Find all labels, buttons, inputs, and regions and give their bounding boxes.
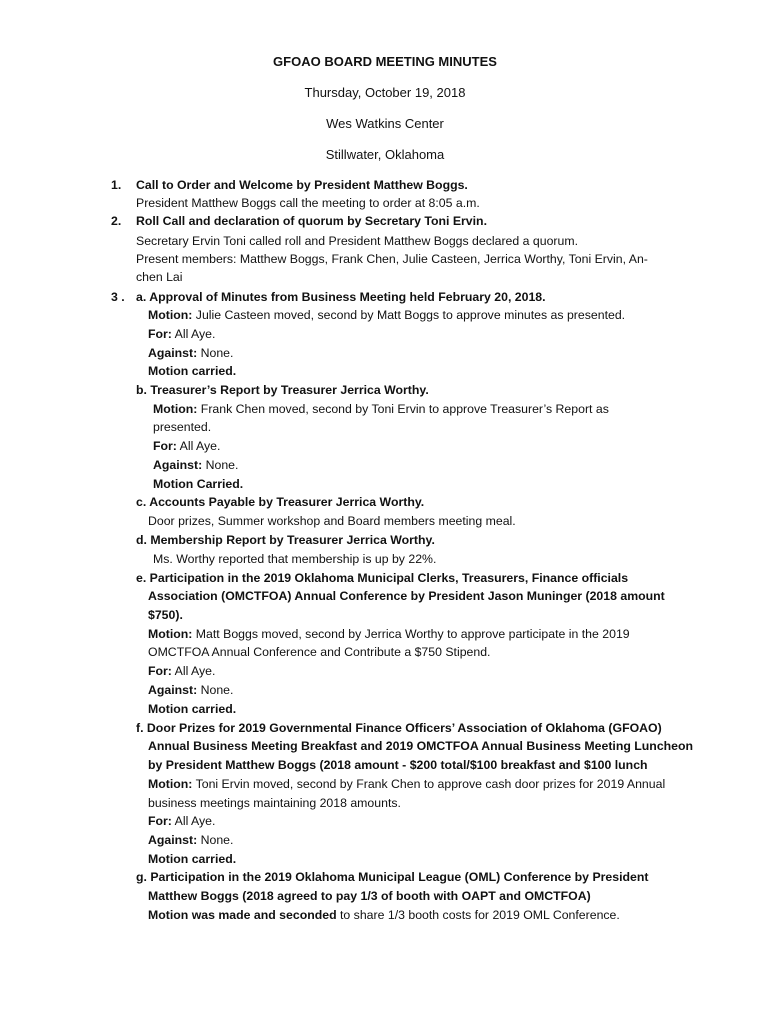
item-3c-body: Door prizes, Summer workshop and Board members meeting meal. [148,514,516,528]
item-3e-motion-line2: OMCTFOA Annual Conference and Contribute a $750 Stipend. [148,645,491,659]
item-3a-against: Against: None. [148,346,234,360]
item-3g-heading-line2: Matthew Boggs (2018 agreed to pay 1/3 of booth with OAPT and OMCTFOA) [148,889,591,903]
item-3c-heading: c. Accounts Payable by Treasurer Jerrica Worthy. [136,495,425,509]
item-3e-for: For: All Aye. [148,664,216,678]
item-3g-motion: Motion was made and seconded to share 1/3 booth costs for 2019 OML Conference. [148,908,620,922]
item-3f-motion-line2: business meetings maintaining 2018 amounts. [148,796,401,810]
item-3f-for: For: All Aye. [148,814,216,828]
item-3g-heading-line1: g. Participation in the 2019 Oklahoma Municipal League (OML) Conference by President [136,870,649,884]
item-3a-for: For: All Aye. [148,327,216,341]
item-2-body-line2: Present members: Matthew Boggs, Frank Chen, Julie Casteen, Jerrica Worthy, Toni Ervin, An- [136,252,648,266]
item-3f-heading-line1: f. Door Prizes for 2019 Governmental Finance Officers’ Association of Oklahoma (GFOAO) [136,721,662,735]
item-1-body: President Matthew Boggs call the meeting to order at 8:05 a.m. [136,196,480,210]
item-3-number: 3 . [111,290,125,304]
item-3b-against: Against: None. [153,458,239,472]
item-3f-result: Motion carried. [148,852,237,866]
item-3b-for: For: All Aye. [153,439,221,453]
item-3b-motion-line2: presented. [153,420,212,434]
item-1-number: 1. [111,178,122,192]
meeting-date: Thursday, October 19, 2018 [304,85,466,100]
item-3b-heading: b. Treasurer’s Report by Treasurer Jerrica Worthy. [136,383,429,397]
item-3e-against: Against: None. [148,683,234,697]
item-3f-against: Against: None. [148,833,234,847]
item-3a-motion: Motion: Julie Casteen moved, second by Matt Boggs to approve minutes as presented. [148,308,626,322]
item-3e-heading-line2: Association (OMCTFOA) Annual Conference by President Jason Muninger (2018 amount [148,589,665,603]
item-3e-result: Motion carried. [148,702,237,716]
meeting-city: Stillwater, Oklahoma [325,147,445,162]
item-3d-body: Ms. Worthy reported that membership is up by 22%. [153,552,437,566]
document-title: GFOAO BOARD MEETING MINUTES [273,54,497,69]
item-2-body-line1: Secretary Ervin Toni called roll and President Matthew Boggs declared a quorum. [136,234,579,248]
item-3d-heading: d. Membership Report by Treasurer Jerrica Worthy. [136,533,435,547]
item-3e-heading-line1: e. Participation in the 2019 Oklahoma Municipal Clerks, Treasurers, Finance officials [136,571,629,585]
item-3a-result: Motion carried. [148,364,237,378]
meeting-venue: Wes Watkins Center [326,116,444,131]
item-3e-heading-line3: $750). [148,608,183,622]
item-3f-motion-line1: Motion: Toni Ervin moved, second by Frank Chen to approve cash door prizes for 2019 Annual [148,777,666,791]
item-3b-result: Motion Carried. [153,477,244,491]
item-3b-motion-line1: Motion: Frank Chen moved, second by Toni Ervin to approve Treasurer’s Report as [153,402,609,416]
item-3f-heading-line2: Annual Business Meeting Breakfast and 2019 OMCTFOA Annual Business Meeting Luncheon [148,739,694,753]
item-2-number: 2. [111,214,122,228]
item-3e-motion-line1: Motion: Matt Boggs moved, second by Jerrica Worthy to approve participate in the 2019 [148,627,630,641]
item-3f-heading-line3: by President Matthew Boggs (2018 amount - $200 total/$100 breakfast and $100 lunch [148,758,648,772]
item-3a-heading: a. Approval of Minutes from Business Meeting held February 20, 2018. [136,290,546,304]
item-2-heading: Roll Call and declaration of quorum by Secretary Toni Ervin. [136,214,487,228]
item-2-body-line3: chen Lai [136,270,183,284]
item-1-heading: Call to Order and Welcome by President Matthew Boggs. [136,178,468,192]
